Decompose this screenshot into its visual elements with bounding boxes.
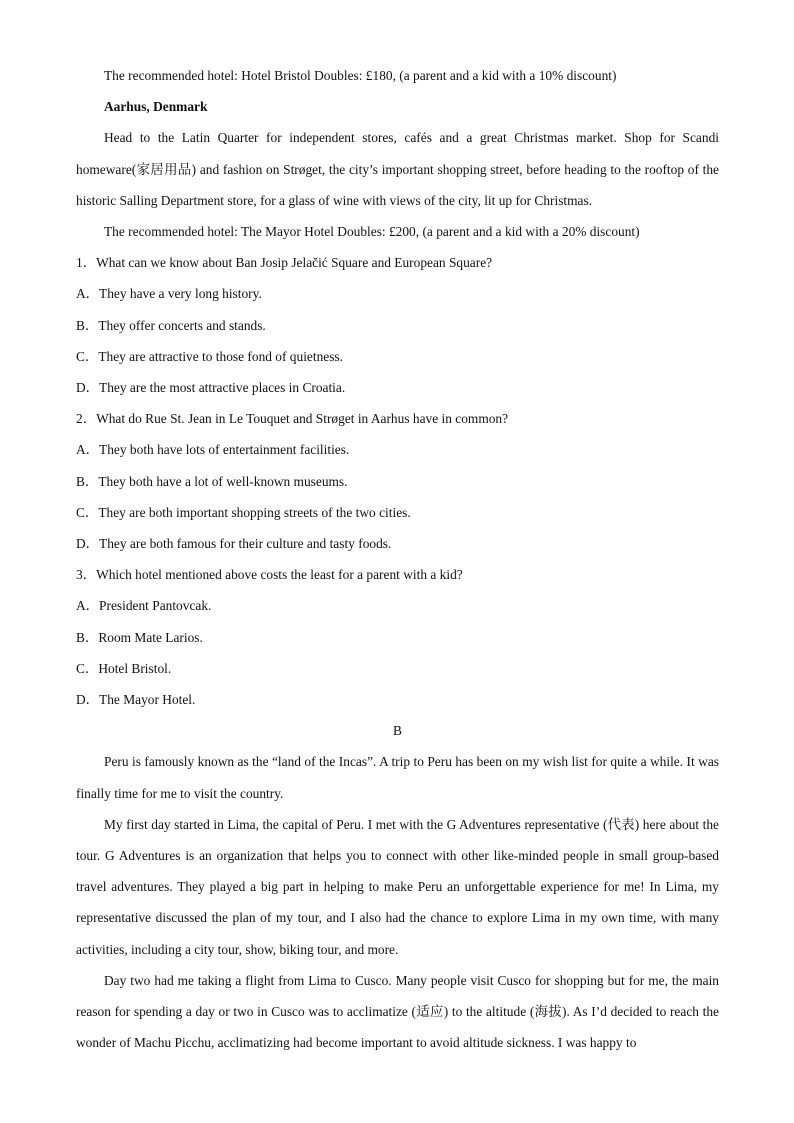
option-a: A．They both have lots of entertainment facilities. (76, 442, 350, 458)
option-d: D．They are both famous for their culture and tasty foods. (76, 536, 392, 552)
passage-b-paragraph-1: Peru is famously known as the “land of the Incas”. A trip to Peru has been on my wish list for quite a while. It was finally time for me to visit the country. (76, 754, 719, 801)
question-3 (76, 559, 719, 715)
option-d: D．The Mayor Hotel. (76, 692, 196, 708)
option-d: D．They are the most attractive places in Croatia. (76, 380, 346, 396)
question-1 (76, 247, 719, 403)
question-stem: 2．What do Rue St. Jean in Le Touquet and Strøget in Aarhus have in common? (76, 411, 509, 427)
document-page (76, 60, 719, 1059)
question-stem: 3．Which hotel mentioned above costs the least for a parent with a kid? (76, 567, 463, 583)
question-stem: 1．What can we know about Ban Josip Jelačić Square and European Square? (76, 255, 493, 271)
option-a: A．President Pantovcak. (76, 598, 212, 614)
option-b: B．They offer concerts and stands. (76, 317, 266, 333)
passage-b-paragraph-3: Day two had me taking a flight from Lima to Cusco. Many people visit Cusco for shopping but for me, the main reason for spending a day or two in Cusco was to acclimatize (适应) to the altitude (海拔). As I’d decided to reach the wonder of Machu Picchu, acclimatizing had become important to avoid altitude sickness. I was happy to (76, 972, 719, 1051)
section-b-letter: B (393, 723, 402, 739)
question-2 (76, 403, 719, 559)
option-c: C．Hotel Bristol. (76, 660, 172, 676)
aarhus-paragraph: Head to the Latin Quarter for independent stores, cafés and a great Christmas market. Shop for Scandi homeware(家居用品) and fashion on Strøget, the city’s important shopping street, before heading to the rooftop of the historic Salling Department store, for a glass of wine with views of the city, lit up for Christmas. (76, 130, 719, 208)
option-b: B．Room Mate Larios. (76, 629, 203, 645)
option-c: C．They are both important shopping streets of the two cities. (76, 504, 411, 520)
hotel-bristol-line: The recommended hotel: Hotel Bristol Doubles: £180, (a parent and a kid with a 10% discount) (104, 68, 617, 83)
option-a: A．They have a very long history. (76, 286, 262, 302)
mayor-hotel-line: The recommended hotel: The Mayor Hotel Doubles: £200, (a parent and a kid with a 20% discount) (104, 224, 640, 240)
option-c: C．They are attractive to those fond of quietness. (76, 348, 343, 364)
option-b: B．They both have a lot of well-known museums. (76, 473, 348, 489)
aarhus-heading: Aarhus, Denmark (104, 99, 208, 115)
passage-b-paragraph-2: My first day started in Lima, the capital of Peru. I met with the G Adventures representative (代表) here about the tour. G Adventures is an organization that helps you to connect with other like-minded people in small group-based travel adventures. They played a big part in helping to make Peru an unforgettable experience for me! In Lima, my representative discussed the plan of my tour, and I also had the chance to explore Lima in my own time, with many activities, including a city tour, show, biking tour, and more. (76, 816, 719, 957)
